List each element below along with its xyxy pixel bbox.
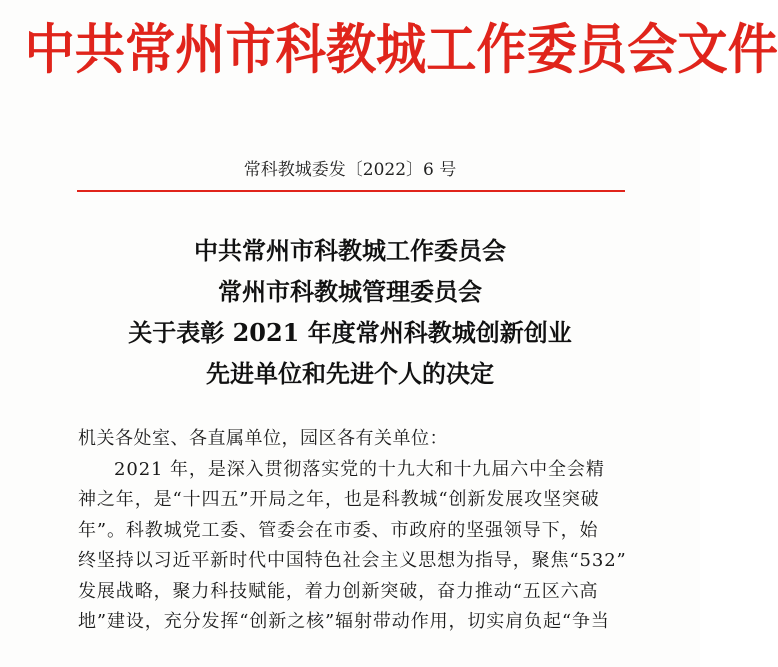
paragraph-line: 发展战略，聚力科技赋能，着力创新突破，奋力推动“五区六高: [78, 580, 599, 602]
red-separator-line: [77, 190, 625, 192]
title-line: 先进单位和先进个人的决定: [206, 359, 494, 388]
paragraph-line: 终坚持以习近平新时代中国特色社会主义思想为指导，聚焦“532”: [78, 550, 627, 571]
title-line: 常州市科教城管理委员会: [218, 277, 482, 306]
title-line: 关于表彰 2021 年度常州科教城创新创业: [128, 318, 572, 347]
paragraph-line: 神之年，是“十四五”开局之年，也是科教城“创新发展攻坚突破: [78, 489, 600, 510]
paragraph-line: 地”建设，充分发挥“创新之核”辐射带动作用，切实肩负起“争当: [78, 611, 610, 632]
paragraph-line: 2021 年，是深入贯彻落实党的十九大和十九届六中全会精: [114, 458, 605, 480]
document-masthead: 中共常州市科教城工作委员会文件: [24, 17, 778, 81]
document-body: [78, 424, 627, 638]
paragraph-line: 年”。科教城党工委、管委会在市委、市政府的坚强领导下，始: [78, 519, 599, 541]
title-line: 中共常州市科教城工作委员会: [194, 236, 506, 265]
document-number: 常科教城委发〔2022〕6 号: [243, 160, 457, 180]
salutation: 机关各处室、各直属单位，园区各有关单位：: [78, 428, 448, 449]
document-title: [0, 230, 700, 394]
